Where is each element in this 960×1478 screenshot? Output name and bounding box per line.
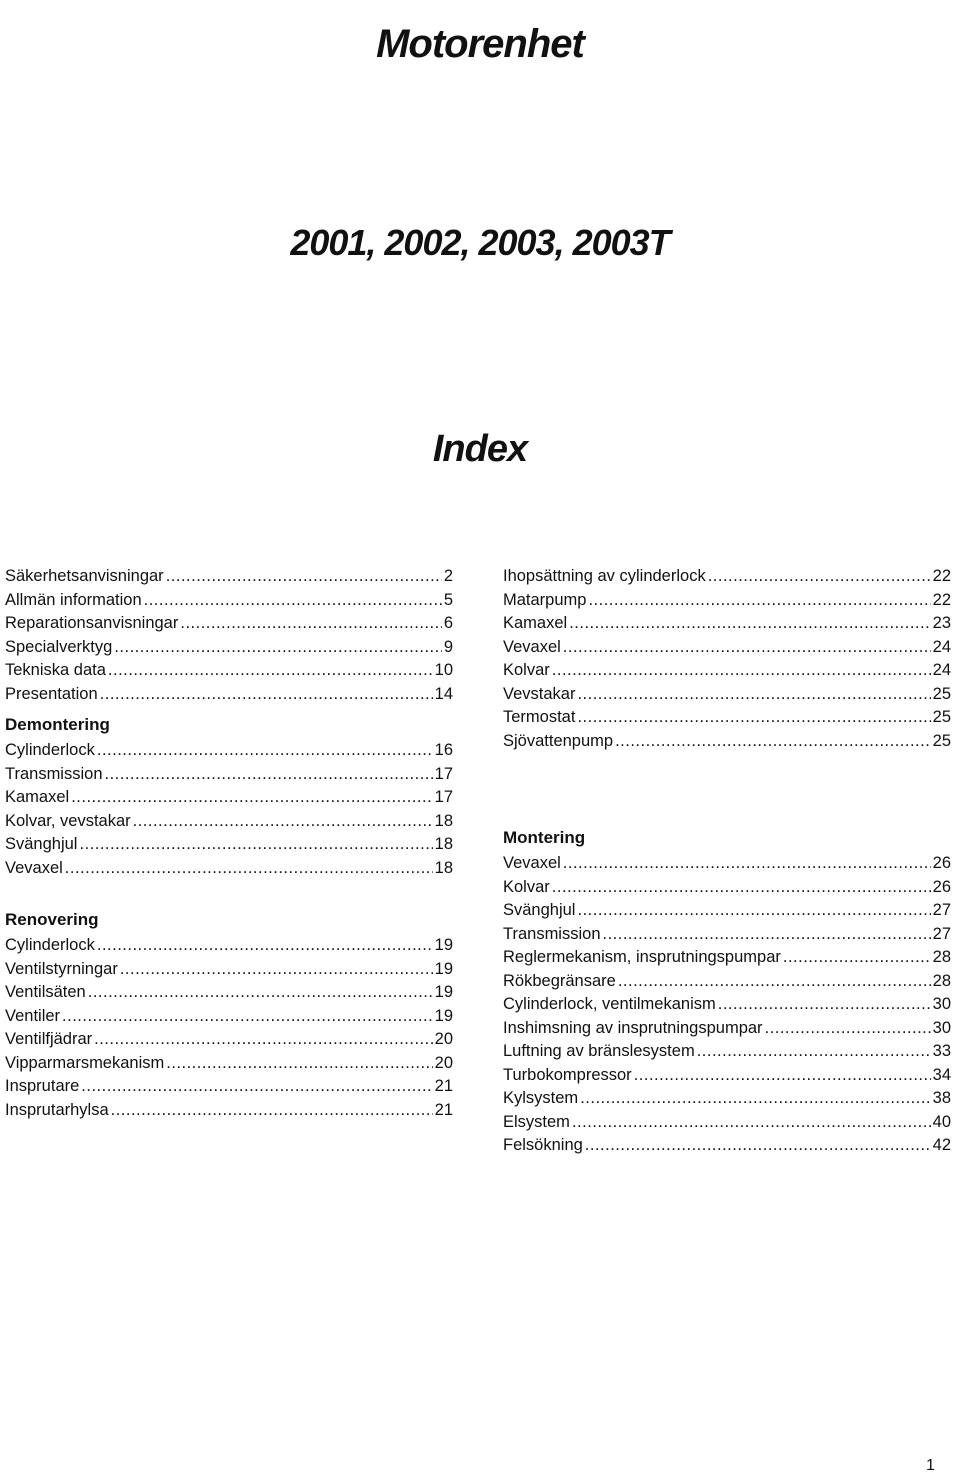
toc-entry-label: Svänghjul <box>5 835 78 853</box>
toc-entry <box>503 923 951 947</box>
toc-entry <box>503 612 951 636</box>
dot-leader <box>552 659 931 683</box>
dot-leader <box>718 993 931 1017</box>
toc-entry <box>503 1017 951 1041</box>
dot-leader <box>71 786 432 810</box>
toc-entry-label: Insprutare <box>5 1077 80 1095</box>
toc-entry-page-number: 22 <box>932 567 951 585</box>
toc-entry-page-number: 20 <box>434 1053 453 1072</box>
dot-leader <box>114 636 442 660</box>
toc-entry <box>5 763 453 787</box>
toc-entry-label: Transmission <box>5 764 103 783</box>
dot-leader <box>100 683 433 707</box>
toc-entry <box>5 589 453 613</box>
toc-entry <box>5 981 453 1005</box>
dot-leader <box>765 1017 931 1041</box>
dot-leader <box>552 876 931 900</box>
dot-leader <box>569 612 930 636</box>
toc-entry <box>5 857 453 881</box>
toc-entry <box>5 1028 453 1052</box>
dot-leader <box>166 565 442 589</box>
toc-entry-page-number: 25 <box>932 684 951 703</box>
toc-entry-label: Vipparmarsmekanism <box>5 1053 165 1072</box>
dot-leader <box>615 730 931 754</box>
toc-entry <box>503 993 951 1017</box>
toc-entry <box>503 659 951 683</box>
toc-entry-label: Presentation <box>5 684 98 703</box>
toc-montering-list <box>503 852 951 1158</box>
dot-leader <box>708 565 931 589</box>
toc-entry <box>5 1005 453 1029</box>
toc-entry-page-number: 28 <box>932 948 951 966</box>
toc-entry-page-number: 20 <box>434 1030 453 1048</box>
dot-leader <box>580 1087 930 1111</box>
dot-leader <box>105 763 433 787</box>
toc-entry-page-number: 24 <box>932 661 951 679</box>
dot-leader <box>588 589 930 613</box>
dot-leader <box>120 958 433 982</box>
toc-entry-page-number: 34 <box>932 1065 951 1084</box>
toc-entry-page-number: 2 <box>443 567 453 585</box>
toc-entry <box>503 946 951 970</box>
dot-leader <box>94 1028 433 1052</box>
toc-entry-page-number: 21 <box>434 1077 453 1095</box>
toc-entry-label: Vevaxel <box>5 858 63 877</box>
toc-entry-page-number: 17 <box>434 764 453 783</box>
toc-entry-page-number: 6 <box>443 614 453 632</box>
toc-entry-label: Allmän information <box>5 590 142 609</box>
toc-entry-label: Turbokompressor <box>503 1065 632 1084</box>
toc-entry-label: Tekniska data <box>5 661 106 679</box>
toc-entry-page-number: 26 <box>932 854 951 872</box>
toc-entry-page-number: 33 <box>932 1042 951 1060</box>
dot-leader <box>65 857 433 881</box>
toc-entry-label: Ventilfjädrar <box>5 1030 93 1048</box>
dot-leader <box>585 1134 931 1158</box>
toc-entry-label: Elsystem <box>503 1112 570 1131</box>
dot-leader <box>563 852 931 876</box>
toc-entry-page-number: 10 <box>434 661 453 679</box>
toc-entry-label: Ventiler <box>5 1006 61 1025</box>
dot-leader <box>97 934 433 958</box>
toc-entry <box>503 1087 951 1111</box>
toc-entry-label: Kylsystem <box>503 1089 579 1107</box>
toc-entry <box>5 1099 453 1123</box>
toc-entry-label: Vevstakar <box>503 684 576 703</box>
toc-entry <box>5 833 453 857</box>
toc-entry-page-number: 26 <box>932 877 951 896</box>
toc-entry-page-number: 30 <box>932 995 951 1013</box>
toc-entry-label: Rökbegränsare <box>503 971 616 990</box>
dot-leader <box>81 1075 432 1099</box>
toc-entry-label: Kolvar, vevstakar <box>5 811 131 830</box>
toc-entry-label: Svänghjul <box>503 901 576 919</box>
toc-entry-page-number: 28 <box>932 971 951 990</box>
dot-leader <box>603 923 931 947</box>
toc-entry-page-number: 17 <box>434 788 453 806</box>
document-title: Motorenhet <box>376 22 584 66</box>
toc-entry <box>5 683 453 707</box>
toc-entry <box>5 1052 453 1076</box>
toc-left-column <box>5 565 453 1122</box>
toc-entry-page-number: 14 <box>434 684 453 703</box>
toc-entry-label: Termostat <box>503 708 576 726</box>
toc-entry-label: Reglermekanism, insprutningspumpar <box>503 948 781 966</box>
dot-leader <box>618 970 931 994</box>
dot-leader <box>166 1052 432 1076</box>
section-heading-renovering: Renovering <box>5 910 99 929</box>
toc-entry <box>503 1064 951 1088</box>
toc-entry <box>503 706 951 730</box>
dot-leader <box>144 589 442 613</box>
toc-entry-label: Kamaxel <box>5 788 70 806</box>
toc-entry <box>503 589 951 613</box>
toc-entry <box>5 810 453 834</box>
dot-leader <box>563 636 931 660</box>
dot-leader <box>634 1064 931 1088</box>
toc-entry-page-number: 9 <box>443 637 453 656</box>
toc-entry-label: Ventilsäten <box>5 983 86 1001</box>
toc-entry-label: Vevaxel <box>503 637 561 656</box>
toc-entry <box>5 636 453 660</box>
toc-entry-label: Kolvar <box>503 877 550 896</box>
toc-entry <box>503 876 951 900</box>
toc-assembly-list <box>503 565 951 753</box>
dot-leader <box>108 659 433 683</box>
toc-entry <box>503 683 951 707</box>
toc-entry-page-number: 22 <box>932 590 951 609</box>
toc-entry <box>5 739 453 763</box>
dot-leader <box>577 899 930 923</box>
toc-entry-page-number: 42 <box>932 1136 951 1154</box>
model-years-heading: 2001, 2002, 2003, 2003T <box>290 222 670 263</box>
toc-entry-label: Cylinderlock <box>5 741 95 759</box>
toc-entry-label: Insprutarhylsa <box>5 1100 109 1119</box>
toc-entry-page-number: 19 <box>434 959 453 978</box>
toc-entry <box>5 612 453 636</box>
index-heading: Index <box>432 428 528 470</box>
toc-entry-page-number: 27 <box>932 901 951 919</box>
toc-entry-label: Kamaxel <box>503 614 568 632</box>
toc-renovering-list <box>5 934 453 1122</box>
toc-entry-label: Reparationsanvisningar <box>5 614 179 632</box>
toc-entry <box>503 899 951 923</box>
toc-entry <box>503 730 951 754</box>
page-number: 1 <box>926 1457 935 1474</box>
toc-entry-label: Specialverktyg <box>5 637 113 656</box>
section-heading-montering: Montering <box>503 828 586 847</box>
toc-entry-page-number: 16 <box>434 741 453 759</box>
toc-entry-page-number: 24 <box>932 637 951 656</box>
toc-entry-page-number: 25 <box>932 708 951 726</box>
toc-entry <box>503 1134 951 1158</box>
toc-entry <box>503 565 951 589</box>
toc-entry-label: Felsökning <box>503 1136 583 1154</box>
dot-leader <box>62 1005 433 1029</box>
dot-leader <box>577 706 930 730</box>
toc-right-column <box>503 565 951 1158</box>
dot-leader <box>133 810 433 834</box>
toc-entry <box>5 659 453 683</box>
dot-leader <box>577 683 930 707</box>
toc-entry <box>5 934 453 958</box>
toc-entry-page-number: 5 <box>443 590 453 609</box>
dot-leader <box>111 1099 433 1123</box>
toc-entry <box>5 958 453 982</box>
dot-leader <box>79 833 432 857</box>
toc-entry-page-number: 27 <box>932 924 951 943</box>
toc-entry-page-number: 19 <box>434 936 453 954</box>
toc-entry-page-number: 25 <box>932 731 951 750</box>
toc-entry-page-number: 19 <box>434 983 453 1001</box>
toc-entry-label: Ihopsättning av cylinderlock <box>503 567 706 585</box>
toc-entry <box>5 1075 453 1099</box>
toc-entry <box>503 970 951 994</box>
toc-entry-label: Cylinderlock <box>5 936 95 954</box>
toc-entry-page-number: 18 <box>434 858 453 877</box>
toc-entry-page-number: 38 <box>932 1089 951 1107</box>
toc-entry-label: Säkerhetsanvisningar <box>5 567 164 585</box>
toc-entry <box>5 786 453 810</box>
toc-entry-page-number: 23 <box>932 614 951 632</box>
toc-entry-page-number: 40 <box>932 1112 951 1131</box>
toc-entry <box>503 1040 951 1064</box>
toc-entry-label: Cylinderlock, ventilmekanism <box>503 995 716 1013</box>
toc-entry-label: Ventilstyrningar <box>5 959 118 978</box>
section-heading-demontering: Demontering <box>5 715 110 734</box>
toc-entry-label: Luftning av bränslesystem <box>503 1042 695 1060</box>
toc-entry-label: Sjövattenpump <box>503 731 614 750</box>
toc-entry-page-number: 21 <box>434 1100 453 1119</box>
toc-entry <box>503 636 951 660</box>
toc-intro-list <box>5 565 453 706</box>
dot-leader <box>88 981 433 1005</box>
toc-entry-page-number: 18 <box>434 811 453 830</box>
toc-entry-label: Matarpump <box>503 590 587 609</box>
toc-entry-label: Kolvar <box>503 661 550 679</box>
dot-leader <box>180 612 441 636</box>
toc-demontering-list <box>5 739 453 880</box>
dot-leader <box>697 1040 931 1064</box>
toc-entry-label: Vevaxel <box>503 854 561 872</box>
toc-entry-page-number: 19 <box>434 1006 453 1025</box>
dot-leader <box>783 946 931 970</box>
toc-entry <box>5 565 453 589</box>
toc-entry-label: Transmission <box>503 924 601 943</box>
dot-leader <box>572 1111 931 1135</box>
toc-entry-page-number: 30 <box>932 1018 951 1037</box>
dot-leader <box>97 739 433 763</box>
toc-entry-label: Inshimsning av insprutningspumpar <box>503 1018 763 1037</box>
toc-entry <box>503 1111 951 1135</box>
toc-entry <box>503 852 951 876</box>
toc-entry-page-number: 18 <box>434 835 453 853</box>
